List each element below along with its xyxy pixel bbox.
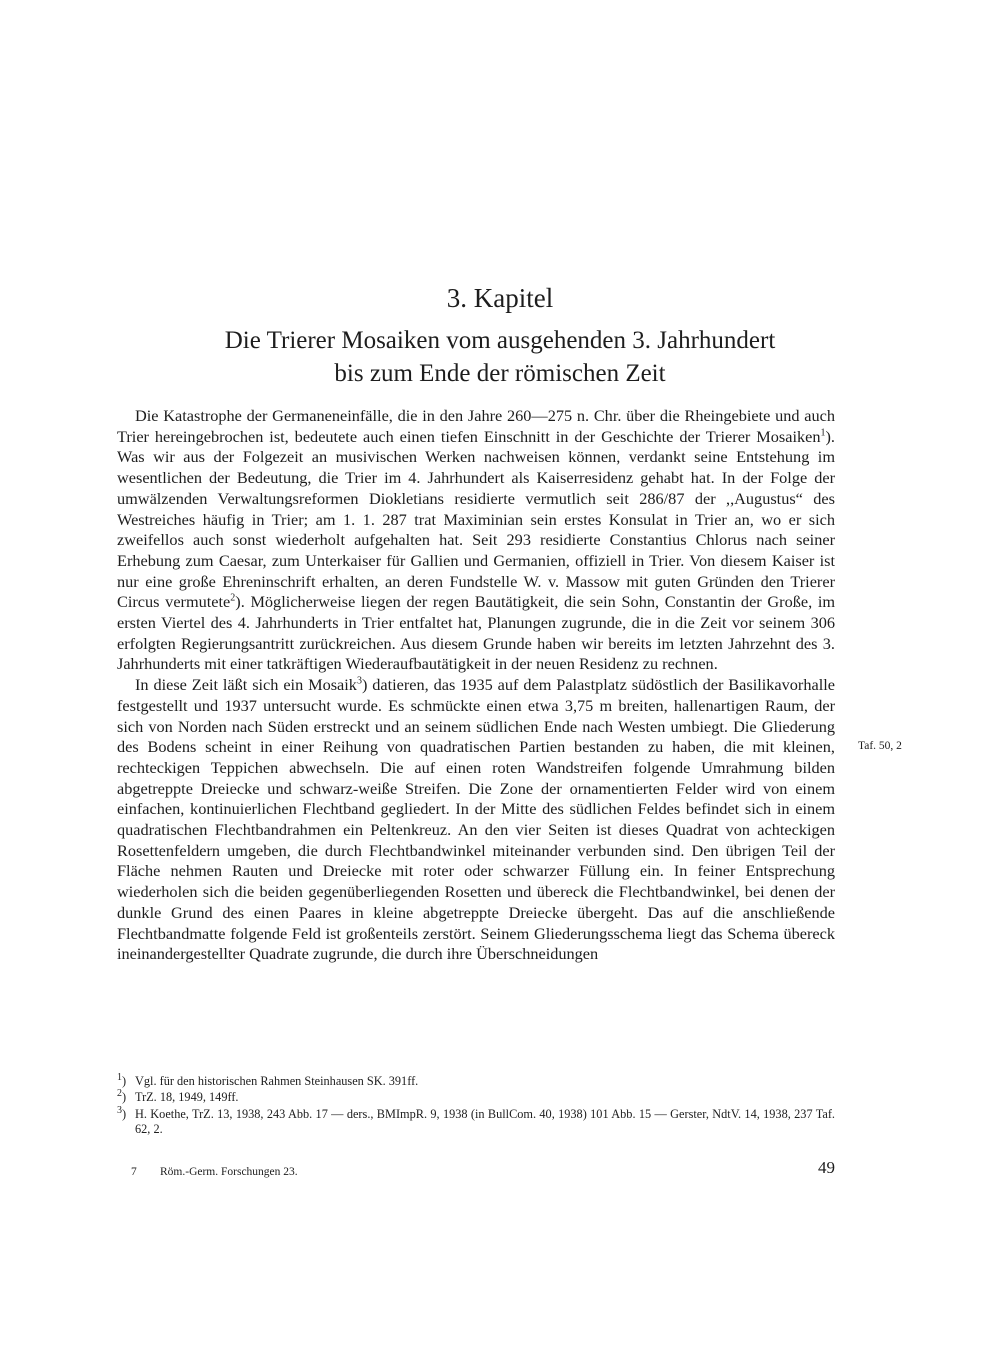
signature-number: 7: [131, 1166, 137, 1178]
chapter-title: [0, 324, 1000, 390]
footnote-ref-1: 1: [820, 427, 826, 439]
footnote-3: $^3$) H. Koethe, TrZ. 13, 1938, 243 Abb. 17 — ders., BMImpR. 9, 1938 (in BullCom. 40, 1938) 101 Abb. 15 — Gerster, NdtV. 14, 1938, 237 Taf. 62, 2.: [117, 1104, 835, 1137]
paragraph-1: Die Katastrophe der Germaneneinfälle, die in den Jahre 260—275 n. Chr. über die Rheingebiete und auch Trier hereingebrochen ist, bedeutete auch einen tiefen Einschnitt in der Geschichte der Trierer Mosaiken$^1$). Was wir aus der Folgezeit an musivischen Werken nachweisen können, verdankt seine Entstehung im wesentlichen der Bedeutung, die Trier im 4. Jahrhundert als Kaiserresidenz gehabt hat. In der Folge der umwälzenden Verwaltungsreformen Diokletians residierte vermutlich seit 286/87 der ,,Augustus“ des Westreiches häufig in Trier; am 1. 1. 287 trat Maximinian sein erstes Konsulat in Trier an, wo er sich zweifellos auch sonst wiederholt aufgehalten hat. Seit 293 residierte Constantius Chlorus nach seiner Erhebung zum Caesar, zum Unterkaiser für Gallien und Germanien, offiziell in Trier. Von diesem Kaiser ist nur eine große Ehreninschrift erhalten, an deren Fundstelle W. v. Massow mit guten Gründen den Trierer Circus vermutete$^2$). Möglicherweise liegen der regen Bautätigkeit, die sein Sohn, Constantin der Große, im ersten Viertel des 4. Jahrhunderts in Trier entfaltet hat, Planungen zugrunde, die in die Zeit vor seinem 306 erfolgten Regierungsantritt zurückreichen. Aus diesem Grunde haben wir bereits im letzten Jahrzehnt des 3. Jahrhunderts mit einer tatkräftigen Wiederaufbautätigkeit in der neuen Residenz zu rechnen.: [117, 406, 836, 674]
footnote-ref-3: 3: [356, 675, 362, 687]
chapter-title-line-1: Die Trierer Mosaiken vom ausgehenden 3. Jahrhundert: [224, 327, 776, 354]
paragraph-2: In diese Zeit läßt sich ein Mosaik$^3$) datieren, das 1935 auf dem Palastplatz südöstlich der Basilikavorhalle festgestellt und 1937 untersucht wurde. Es schmückte einen etwa 3,75 m breiten, hallenartigen Raum, der sich von Norden nach Süden erstreckt und an seinem südlichen Ende nach Westen umbiegt. Die Gliederung des Bodens scheint in einer Reihung von quadratischen Partien bestanden zu haben, die mit kleinen, rechteckigen Teppichen abwechseln. Die auf einen roten Wandstreifen folgende Umrahmung bilden abgetreppte Dreiecke und schwarz-weiße Streifen. Die Zone der ornamentierten Felder wird von einem einfachen, kontinuierlichen Flechtband gegliedert. In der Mitte des südlichen Feldes befindet sich in einem quadratischen Flechtbandrahmen ein Peltenkreuz. An den vier Seiten ist dieses Quadrat von achteckigen Rosettenfeldern umgeben, die durch Flechtbandwinkel miteinander verbunden sind. Den übrigen Teil der Fläche nehmen Rauten und Dreiecke mit roter oder schwarzer Füllung ein. In feiner Entsprechung wiederholen sich die beiden gegenüberliegenden Rosetten und übereck die Flechtbandwinkel, bei denen der dunkle Grund des einen Paares in kleine abgetreppte Dreiecke übergeht. Das auf die anschließende Flechtbandmatte folgende Feld ist großenteils zerstört. Seinem Gliederungsschema liegt das Schema übereck ineinandergestellter Quadrate zugrunde, die durch ihre Überschneidungen: [117, 675, 835, 964]
signature-text: Röm.-Germ. Forschungen 23.: [160, 1166, 298, 1178]
chapter-title-line-2: bis zum Ende der römischen Zeit: [334, 360, 666, 387]
page-number: 49: [818, 1158, 835, 1177]
footnote-2: $^2$) TrZ. 18, 1949, 149ff.: [117, 1088, 239, 1105]
footnotes: [117, 1071, 835, 1139]
footnote-ref-2: 2: [230, 592, 236, 604]
chapter-label: 3. Kapitel: [446, 283, 554, 313]
body-text: [117, 406, 835, 965]
footnote-1: $^1$) Vgl. für den historischen Rahmen Steinhausen SK. 391ff.: [117, 1071, 419, 1088]
margin-plate-reference: Taf. 50, 2: [858, 740, 902, 752]
